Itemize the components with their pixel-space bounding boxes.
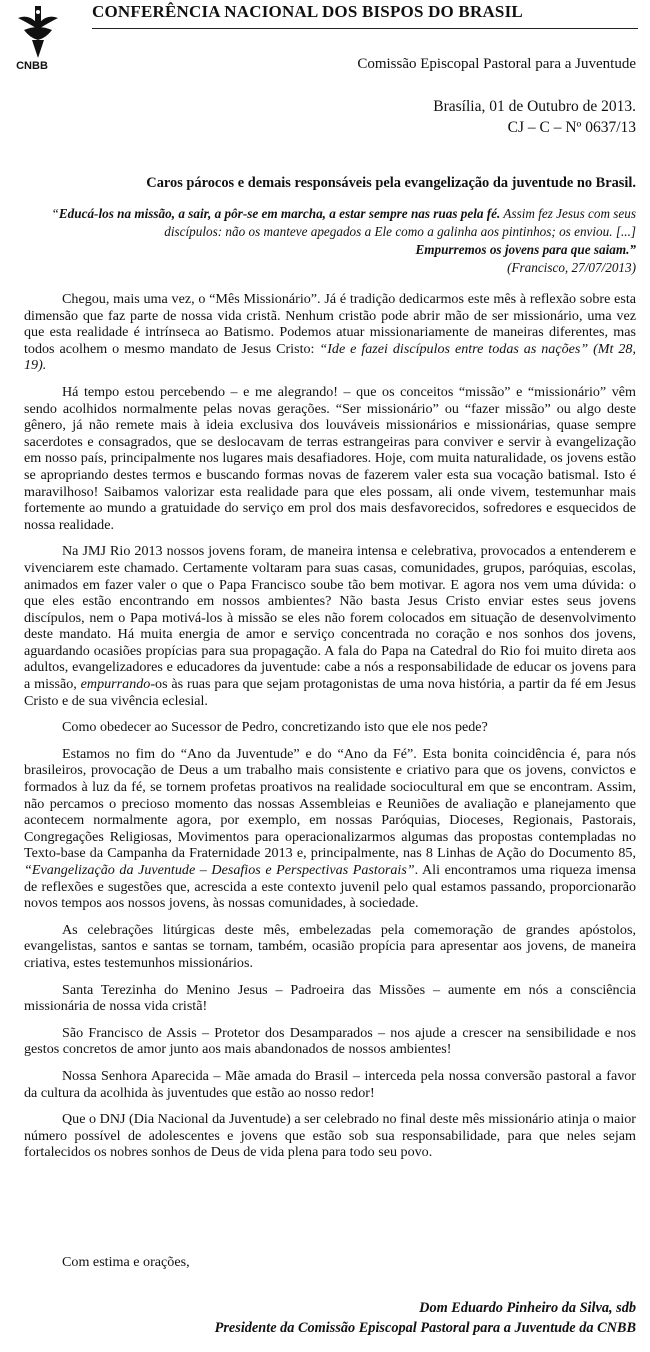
logo-text: CNBB [16, 60, 48, 72]
letter-reference: CJ – C – Nº 0637/13 [507, 119, 636, 136]
paragraph-5-document-title: “Evangelização da Juventude – Desafios e Perspectivas Pastorais” [24, 862, 415, 878]
salutation: Caros párocos e demais responsáveis pela evangelização da juventude no Brasil. [146, 175, 636, 191]
paragraph-5-text: Estamos no fim do “Ano da Juventude” e do “Ano da Fé”. Esta bonita coincidência é, para nós brasileiros, provocação de Deus a um trabalho mais consistente e criativo para que os jovens, convictos e formados à luz da fé, se tornem profetas proativos na realidade sociocultural em que se encontram. Assim, não percamos o precioso momento das nossas Assembleias e Reuniões de avaliação e planejamento que acontecem normalmente agora, por exemplo, em nossas Paróquias, Dioceses, Regionais, Pastorais, Congregações Religiosas, Movimentos para operacionalizarmos algumas das propostas contempladas no Texto-base da Campanha da Fraternidade 2013 e, principalmente, nas 8 Linhas de Ação do Documento 85, [24, 745, 636, 862]
paragraph-3-text-end: -os às ruas para que sejam protagonistas de uma nova história, a partir da fé em Jesus Cristo e de sua vivência eclesial. [24, 676, 636, 709]
letter-date: Brasília, 01 de Outubro de 2013. [433, 98, 636, 115]
paragraph-3-text: Na JMJ Rio 2013 nossos jovens foram, de maneira intensa e celebrativa, provocados a entenderem e vivenciarem este chamado. Certamente voltaram para suas casas, comunidades, grupos, paróquias, escolas, animados em fazer valer o que o Papa Francisco soube tão bem motivar. E agora nos vem uma dúvida: o que eles estão encontrando em nossos ambientes? Não basta Jesus Cristo enviar estes seus jovens discípulos, nem o Papa motivá-los à missão se eles não forem colocados em situação de desenvolvimento deste mandato. Há muita energia de amor e serviço concentrada no coração e nos sonhos dos jovens, aguardando ocasiões propícias para sua propagação. A fala do Papa na Catedral do Rio foi muito direta aos adultos, evangelizadores e educadores da juventude: cabe a nós a responsabilidade de educar os jovens para a missão, [24, 543, 636, 693]
signer-role: Presidente da Comissão Episcopal Pastoral para a Juventude da CNBB [214, 1320, 636, 1336]
paragraph-8: São Francisco de Assis – Protetor dos Desamparados – nos ajude a crescer na sensibilidade e nos gestos concretos de amor junto aos mais abandonados de nossos ambientes! [24, 1024, 636, 1058]
paragraph-10: Que o DNJ (Dia Nacional da Juventude) a ser celebrado no final deste mês missionário atinja o maior número possível de adolescentes e jovens que estão sob sua responsabilidade, para que neles sejam fortalecidos os nobres sonhos de Deus de vida plena para todo seu povo. [24, 1111, 636, 1161]
commission-name: Comissão Episcopal Pastoral para a Juventude [357, 56, 636, 72]
quote-text: Assim fez Jesus com seus discípulos: não os manteve apegados a Ele como a galinha aos pintinhos; os enviou. [...] [164, 206, 636, 239]
paragraph-9: Nossa Senhora Aparecida – Mãe amada do Brasil – interceda pela nossa conversão pastoral a favor da cultura da acolhida às juventudes que estão ao nosso redor! [24, 1067, 636, 1101]
paragraph-6: As celebrações litúrgicas deste mês, embelezadas pela comemoração de grandes apóstolos, evangelistas, santos e santas se tornam, também, ocasião propícia para apresentar aos jovens, de maneira criativa, estes testemunhos missionários. [24, 921, 636, 971]
signer-name: Dom Eduardo Pinheiro da Silva, sdb [419, 1300, 636, 1316]
organization-title: CONFERÊNCIA NACIONAL DOS BISPOS DO BRASIL [92, 2, 523, 21]
paragraph-3 [24, 543, 636, 709]
closing-line: Com estima e orações, [62, 1254, 190, 1270]
quote-open: “ [51, 206, 59, 221]
paragraph-7: Santa Terezinha do Menino Jesus – Padroeira das Missões – aumente em nós a consciência missionária de nossa vida cristã! [24, 981, 636, 1015]
signature-block [215, 1298, 636, 1338]
paragraph-5-text-end: . Ali encontramos uma riqueza imensa de reflexões e sugestões que, acrescida a este contexto juvenil pelo qual estamos passando, proporcionarão novos tempos aos nossos jovens, às nossas comunidades, à sociedade. [24, 862, 636, 912]
paragraph-1-citation: “Ide e fazei discípulos entre todas as nações” (Mt 28, 19). [24, 340, 637, 374]
epigraph-quote [36, 205, 636, 277]
quote-bold-2: Empurremos os jovens para que saiam.” [415, 242, 636, 257]
paragraph-5 [24, 746, 636, 912]
paragraph-4: Como obedecer ao Sucessor de Pedro, concretizando isto que ele nos pede? [62, 719, 488, 736]
quote-bold-1: Educá-los na missão, a sair, a pôr-se em marcha, a estar sempre nas ruas pela fé. [58, 206, 501, 221]
letter-body [24, 291, 636, 1171]
paragraph-1-text: Chegou, mais uma vez, o “Mês Missionário”. Já é tradição dedicarmos este mês à reflexão sobre esta dimensão que faz parte de nossa vida cristã. Nenhum cristão pode abrir mão de ser missionário, uma vez que esta realidade é intrínseca ao Batismo. Podemos atuar missionariamente de maneiras diferentes, mas todos acolhem o mesmo mandato de Jesus Cristo: [24, 291, 636, 357]
header-divider [92, 28, 638, 29]
paragraph-3-emphasis: empurrando [80, 676, 151, 693]
paragraph-1 [24, 291, 636, 374]
quote-source: (Francisco, 27/07/2013) [507, 260, 636, 275]
letter-meta [433, 96, 636, 138]
paragraph-2: Há tempo estou percebendo – e me alegrando! – que os conceitos “missão” e “missionário” vêm sendo acolhidos normalmente pelas novas gerações. “Ser missionário” ou “fazer missão” ou algo deste gênero, já não remete mais à ideia exclusiva dos louváveis missionários e missionárias, quase sempre sacerdotes e consagrados, que se deslocavam de terras estrangeiras para conviver e servir à evangelização em nosso país, principalmente nos lugares mais desafiadores. Hoje, com muita naturalidade, os jovens estão se apropriando destes termos e buscando formas novas de fazerem valer esta sua vocação batismal. Isto é maravilhoso! Saibamos valorizar esta realidade para que eles possam, ali onde vivem, testemunhar mais fortemente ao mundo a gratuidade do serviço em prol dos mais desfavorecidos, sofredores e esquecidos de nossa realidade. [24, 383, 636, 533]
